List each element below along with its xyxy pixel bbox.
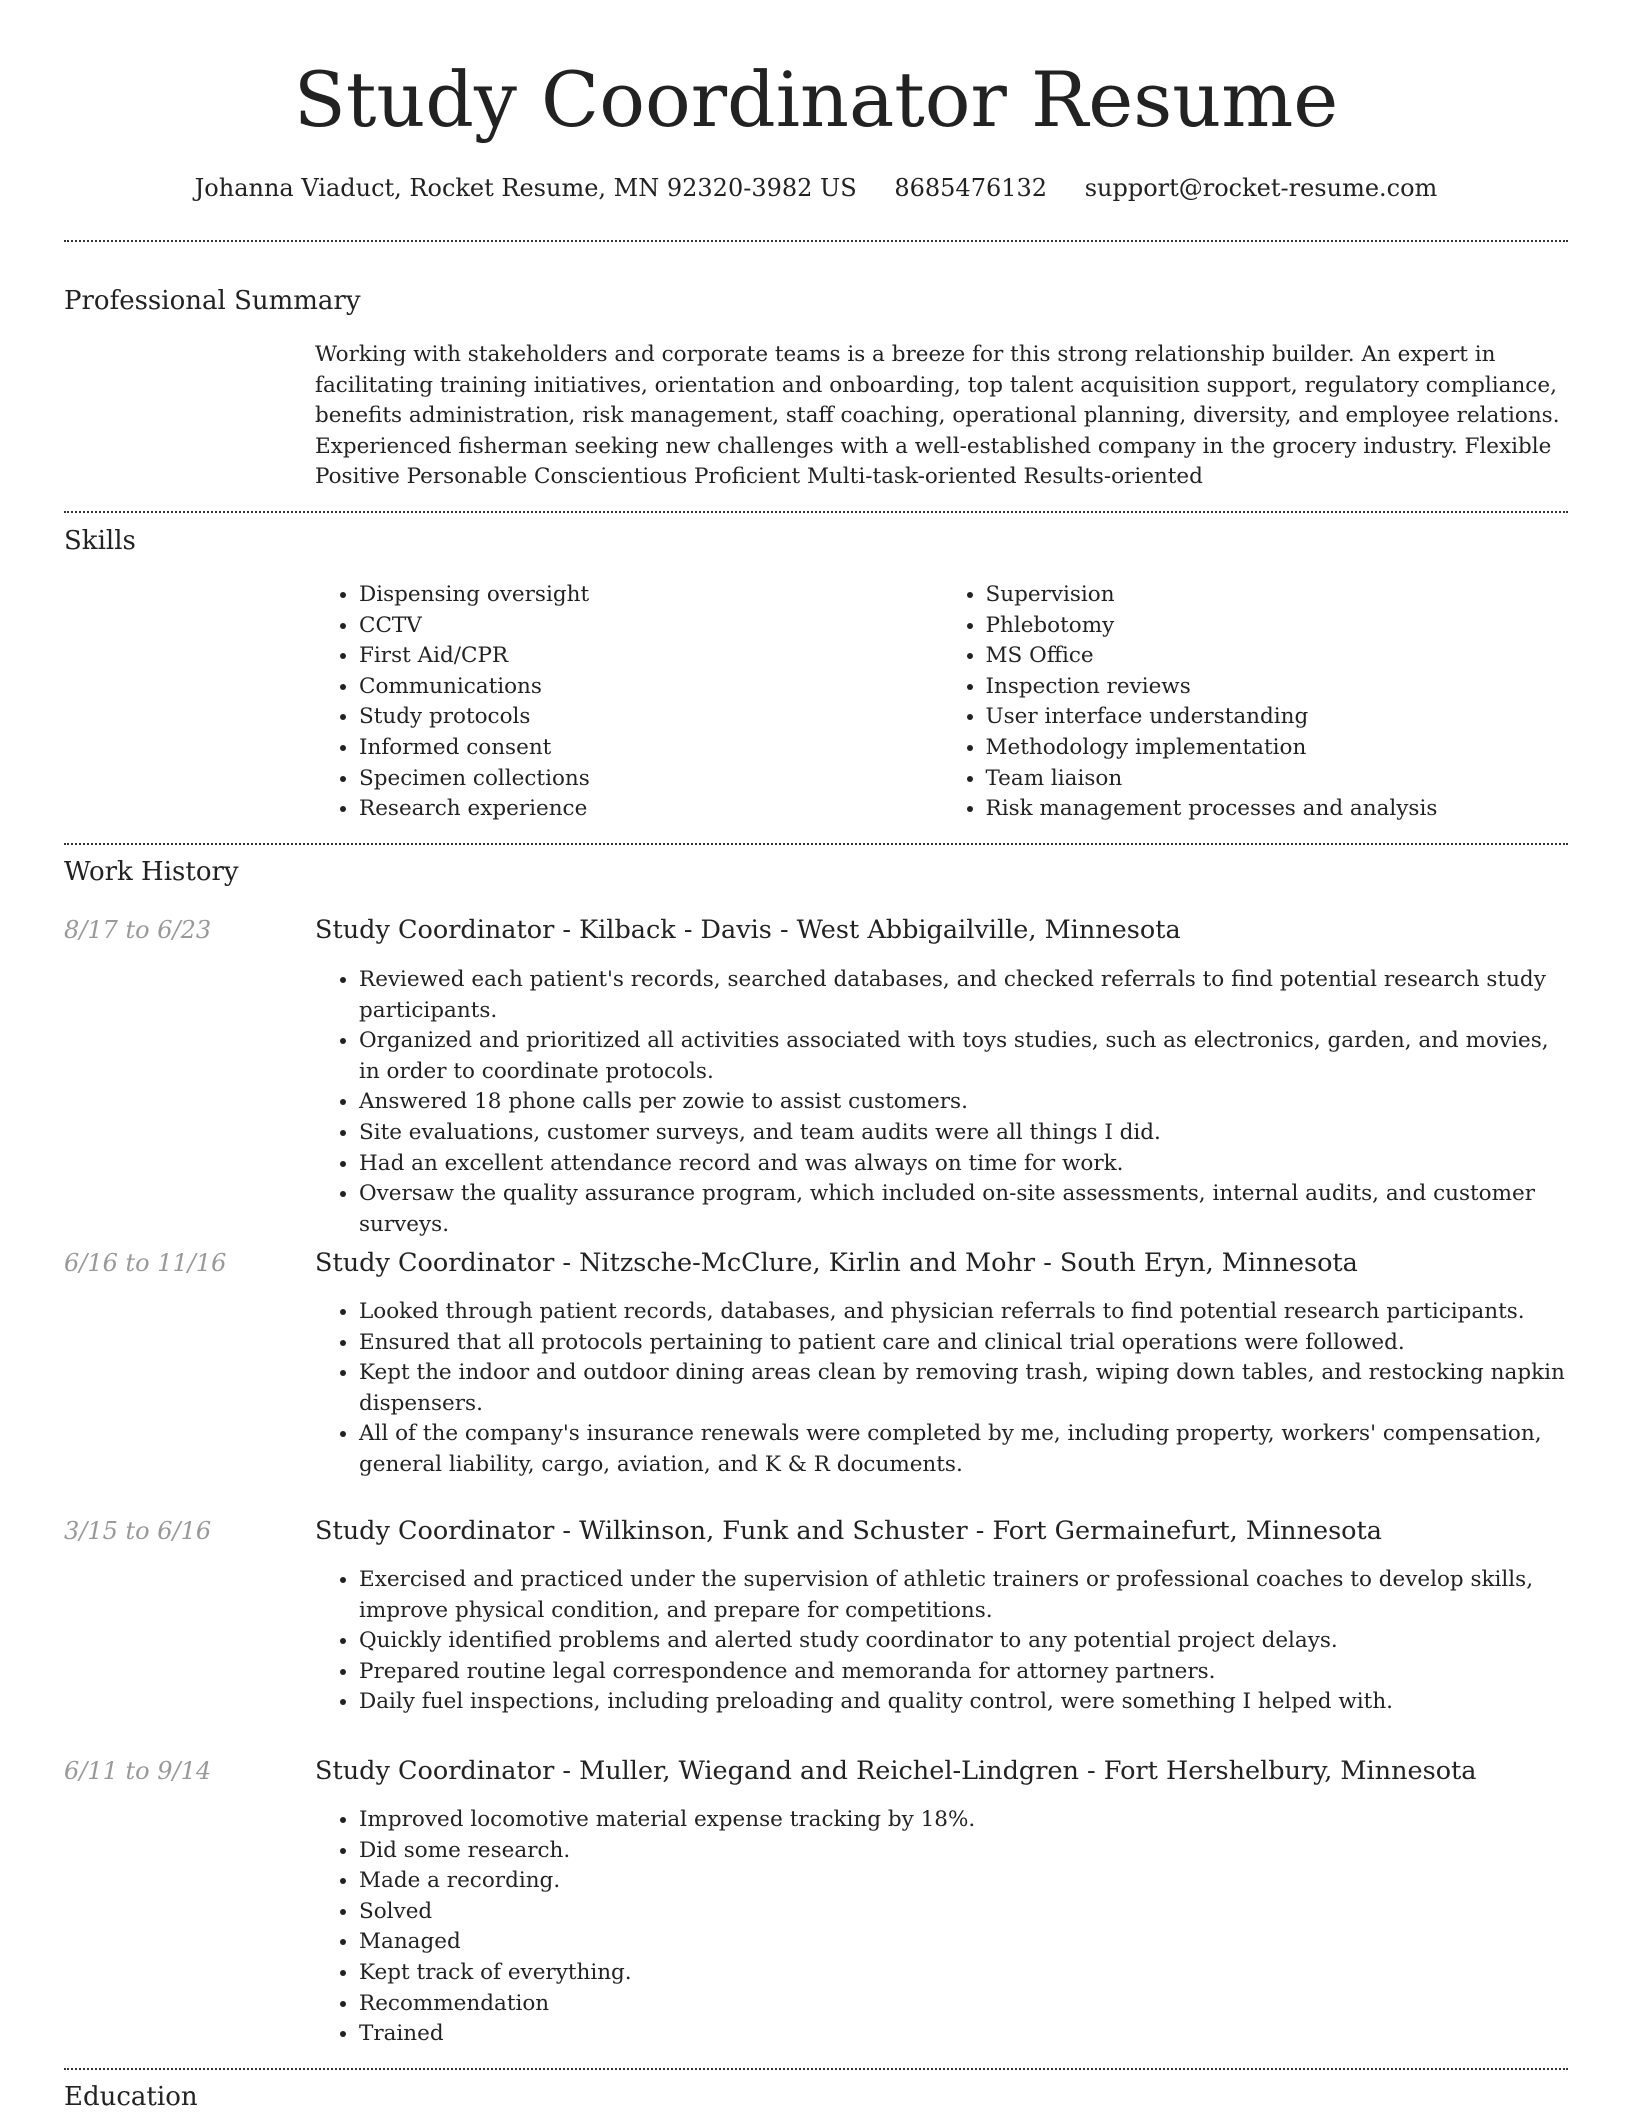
contact-address: Johanna Viaduct, Rocket Resume, MN 92320-3982 US [194,174,857,202]
job-bullet: • Site evaluations, customer surveys, and team audits were all things I did. [359,1118,1568,1149]
work-history-heading: Work History [64,857,239,887]
job-title: Study Coordinator - Kilback - Davis - West Abbigailville, Minnesota [315,915,1181,945]
summary-section [315,340,1568,493]
job-dates: 6/11 to 9/14 [64,1757,212,1785]
job-bullet: • Solved [359,1897,1568,1928]
section-divider [64,511,1568,513]
job-title: Study Coordinator - Muller, Wiegand and Reichel-Lindgren - Fort Hershelbury, Minnesota [315,1756,1477,1786]
section-divider [64,843,1568,845]
job-bullets [315,1805,1568,2050]
skill-item: • Phlebotomy [986,611,1569,642]
skill-item: • MS Office [986,641,1569,672]
job-bullet: • Prepared routine legal correspondence and memoranda for attorney partners. [359,1657,1568,1688]
skill-item: • Informed consent [359,733,942,764]
job-bullet: • Kept track of everything. [359,1958,1568,1989]
job-bullet: • Exercised and practiced under the supervision of athletic trainers or professional coaches to develop skills, improve physical condition, and prepare for competitions. [359,1565,1568,1626]
job-bullet: • Had an excellent attendance record and was always on time for work. [359,1149,1568,1180]
job-bullet: • All of the company's insurance renewals were completed by me, including property, workers' compensation, general liability, cargo, aviation, and K & R documents. [359,1419,1568,1480]
job-bullet: • Organized and prioritized all activities associated with toys studies, such as electronics, garden, and movies, in order to coordinate protocols. [359,1026,1568,1087]
skill-item: • Dispensing oversight [359,580,942,611]
skill-item: • Inspection reviews [986,672,1569,703]
job-bullet: • Did some research. [359,1836,1568,1867]
job-entry [315,965,1568,1240]
job-bullet: • Answered 18 phone calls per zowie to assist customers. [359,1087,1568,1118]
job-bullets [315,965,1568,1240]
skills-heading: Skills [64,526,136,556]
job-bullet: • Oversaw the quality assurance program, which included on-site assessments, internal audits, and customer surveys. [359,1179,1568,1240]
job-bullets [315,1565,1568,1718]
skill-item: • Risk management processes and analysis [986,794,1569,825]
skill-item: • Supervision [986,580,1569,611]
skill-item: • Specimen collections [359,764,942,795]
skill-item: • First Aid/CPR [359,641,942,672]
job-entry [315,1297,1568,1481]
job-bullet: • Managed [359,1927,1568,1958]
skills-section [315,580,1568,825]
skill-item: • Communications [359,672,942,703]
education-heading: Education [64,2082,198,2112]
skill-item: • Team liaison [986,764,1569,795]
job-bullet: • Quickly identified problems and alerted study coordinator to any potential project delays. [359,1626,1568,1657]
job-bullet: • Ensured that all protocols pertaining to patient care and clinical trial operations were followed. [359,1328,1568,1359]
job-bullet: • Reviewed each patient's records, searched databases, and checked referrals to find potential research study participants. [359,965,1568,1026]
job-bullet: • Looked through patient records, databases, and physician referrals to find potential research participants. [359,1297,1568,1328]
summary-heading: Professional Summary [64,286,361,316]
skill-item: • CCTV [359,611,942,642]
contact-line [0,170,1632,206]
job-dates: 3/15 to 6/16 [64,1517,212,1545]
job-entry [315,1805,1568,2050]
job-bullet: • Trained [359,2019,1568,2050]
skill-item: • Methodology implementation [986,733,1569,764]
skills-list-left [315,580,942,825]
job-bullet: • Improved locomotive material expense tracking by 18%. [359,1805,1568,1836]
job-dates: 6/16 to 11/16 [64,1249,227,1277]
page-title: Study Coordinator Resume [293,55,1339,144]
job-entry [315,1565,1568,1718]
job-bullet: • Kept the indoor and outdoor dining areas clean by removing trash, wiping down tables, and restocking napkin dispensers. [359,1358,1568,1419]
skill-item: • Study protocols [359,702,942,733]
summary-text: Working with stakeholders and corporate teams is a breeze for this strong relationship builder. An expert in facilitating training initiatives, orientation and onboarding, top talent acquisition support, regulatory compliance, benefits administration, risk management, staff coaching, operational planning, diversity, and employee relations. Experienced fisherman seeking new challenges with a well-established company in the grocery industry. Flexible Positive Personable Conscientious Proficient Multi-task-oriented Results-oriented [315,342,1560,490]
contact-phone: 8685476132 [894,174,1048,202]
section-divider [64,240,1568,242]
skills-list-right [942,580,1569,825]
job-title: Study Coordinator - Wilkinson, Funk and Schuster - Fort Germainefurt, Minnesota [315,1516,1382,1546]
contact-email: support@rocket-resume.com [1084,174,1438,202]
job-dates: 8/17 to 6/23 [64,916,212,944]
section-divider [64,2068,1568,2070]
job-bullets [315,1297,1568,1481]
job-bullet: • Recommendation [359,1989,1568,2020]
job-bullet: • Daily fuel inspections, including preloading and quality control, were something I helped with. [359,1687,1568,1718]
skill-item: • Research experience [359,794,942,825]
job-title: Study Coordinator - Nitzsche-McClure, Kirlin and Mohr - South Eryn, Minnesota [315,1248,1358,1278]
job-bullet: • Made a recording. [359,1866,1568,1897]
skill-item: • User interface understanding [986,702,1569,733]
